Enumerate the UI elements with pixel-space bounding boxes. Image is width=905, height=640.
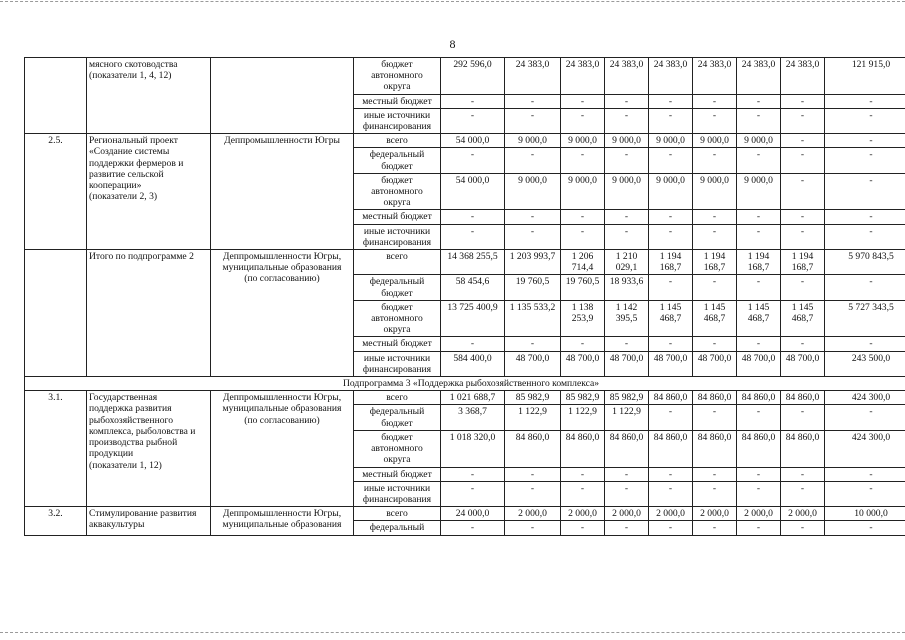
- amount-cell: -: [737, 108, 781, 133]
- funding-source: местный бюджет: [354, 94, 441, 108]
- amount-cell: -: [781, 337, 825, 351]
- amount-cell: -: [737, 275, 781, 300]
- funding-source: иные источники финансирования: [354, 108, 441, 133]
- amount-cell: 48 700,0: [505, 351, 561, 376]
- amount-cell: -: [825, 467, 905, 481]
- amount-cell: -: [693, 94, 737, 108]
- amount-cell: -: [561, 467, 605, 481]
- amount-cell: 24 383,0: [693, 58, 737, 95]
- funding-source: всего: [354, 507, 441, 521]
- amount-cell: -: [649, 521, 693, 535]
- amount-cell: 9 000,0: [693, 134, 737, 148]
- amount-cell: 292 596,0: [441, 58, 505, 95]
- amount-cell: -: [505, 521, 561, 535]
- amount-cell: 85 982,9: [505, 391, 561, 405]
- amount-cell: 1 142 395,5: [605, 300, 649, 337]
- amount-cell: 5 970 843,5: [825, 250, 905, 275]
- amount-cell: 1 145 468,7: [781, 300, 825, 337]
- amount-cell: -: [441, 108, 505, 133]
- amount-cell: 3 368,7: [441, 405, 505, 430]
- amount-cell: 2 000,0: [505, 507, 561, 521]
- amount-cell: -: [693, 148, 737, 173]
- program-name: мясного скотоводства (показатели 1, 4, 12): [87, 58, 211, 134]
- amount-cell: -: [693, 521, 737, 535]
- amount-cell: 1 018 320,0: [441, 430, 505, 467]
- funding-source: иные источники финансирования: [354, 481, 441, 506]
- amount-cell: 84 860,0: [649, 391, 693, 405]
- amount-cell: -: [605, 210, 649, 224]
- amount-cell: 1 203 993,7: [505, 250, 561, 275]
- amount-cell: 2 000,0: [781, 507, 825, 521]
- program-name: Стимулирование развития аквакультуры: [87, 507, 211, 535]
- amount-cell: -: [737, 467, 781, 481]
- table-row: [25, 391, 905, 405]
- program-name: Итого по подпрограмме 2: [87, 250, 211, 377]
- amount-cell: -: [561, 94, 605, 108]
- amount-cell: 48 700,0: [605, 351, 649, 376]
- amount-cell: 19 760,5: [561, 275, 605, 300]
- amount-cell: 14 368 255,5: [441, 250, 505, 275]
- amount-cell: 9 000,0: [561, 173, 605, 210]
- amount-cell: -: [825, 173, 905, 210]
- amount-cell: 48 700,0: [781, 351, 825, 376]
- section-row: [25, 377, 905, 391]
- amount-cell: -: [737, 148, 781, 173]
- amount-cell: -: [605, 224, 649, 249]
- amount-cell: -: [649, 337, 693, 351]
- amount-cell: 584 400,0: [441, 351, 505, 376]
- amount-cell: 1 135 533,2: [505, 300, 561, 337]
- amount-cell: -: [649, 481, 693, 506]
- amount-cell: 58 454,6: [441, 275, 505, 300]
- amount-cell: -: [561, 337, 605, 351]
- amount-cell: -: [441, 481, 505, 506]
- amount-cell: 84 860,0: [561, 430, 605, 467]
- amount-cell: 19 760,5: [505, 275, 561, 300]
- funding-source: местный бюджет: [354, 337, 441, 351]
- amount-cell: -: [505, 224, 561, 249]
- amount-cell: 9 000,0: [505, 173, 561, 210]
- amount-cell: 1 210 029,1: [605, 250, 649, 275]
- amount-cell: 9 000,0: [605, 134, 649, 148]
- amount-cell: 84 860,0: [693, 430, 737, 467]
- amount-cell: -: [561, 210, 605, 224]
- amount-cell: -: [693, 405, 737, 430]
- amount-cell: -: [781, 467, 825, 481]
- amount-cell: -: [649, 275, 693, 300]
- amount-cell: 1 194 168,7: [781, 250, 825, 275]
- amount-cell: -: [825, 210, 905, 224]
- amount-cell: 243 500,0: [825, 351, 905, 376]
- amount-cell: -: [505, 108, 561, 133]
- amount-cell: -: [441, 521, 505, 535]
- amount-cell: 24 383,0: [781, 58, 825, 95]
- amount-cell: 13 725 400,9: [441, 300, 505, 337]
- amount-cell: -: [649, 210, 693, 224]
- scan-edge-top: [0, 1, 905, 2]
- amount-cell: -: [825, 148, 905, 173]
- amount-cell: 24 383,0: [737, 58, 781, 95]
- amount-cell: 54 000,0: [441, 173, 505, 210]
- amount-cell: 9 000,0: [561, 134, 605, 148]
- funding-source: всего: [354, 134, 441, 148]
- scan-edge-bottom: [0, 632, 905, 633]
- table-row: [25, 58, 905, 95]
- amount-cell: -: [737, 481, 781, 506]
- funding-source: всего: [354, 391, 441, 405]
- amount-cell: 1 206 714,4: [561, 250, 605, 275]
- amount-cell: 2 000,0: [561, 507, 605, 521]
- amount-cell: -: [781, 210, 825, 224]
- amount-cell: 85 982,9: [605, 391, 649, 405]
- program-name: Региональный проект «Создание системы поддержки фермеров и развитие сельской кооперации» (показатели 2, 3): [87, 134, 211, 250]
- amount-cell: 48 700,0: [737, 351, 781, 376]
- amount-cell: 10 000,0: [825, 507, 905, 521]
- amount-cell: 24 383,0: [649, 58, 693, 95]
- amount-cell: 2 000,0: [605, 507, 649, 521]
- amount-cell: 48 700,0: [693, 351, 737, 376]
- funding-source: местный бюджет: [354, 210, 441, 224]
- amount-cell: 1 145 468,7: [649, 300, 693, 337]
- amount-cell: -: [825, 108, 905, 133]
- amount-cell: -: [693, 108, 737, 133]
- amount-cell: -: [441, 467, 505, 481]
- amount-cell: 5 727 343,5: [825, 300, 905, 337]
- amount-cell: 1 122,9: [605, 405, 649, 430]
- amount-cell: -: [605, 148, 649, 173]
- amount-cell: -: [441, 337, 505, 351]
- amount-cell: 1 122,9: [561, 405, 605, 430]
- amount-cell: -: [737, 521, 781, 535]
- table-row: [25, 134, 905, 148]
- amount-cell: -: [825, 94, 905, 108]
- amount-cell: 54 000,0: [441, 134, 505, 148]
- amount-cell: -: [441, 94, 505, 108]
- amount-cell: -: [605, 108, 649, 133]
- amount-cell: 2 000,0: [693, 507, 737, 521]
- funding-source: федеральный бюджет: [354, 148, 441, 173]
- row-number: 2.5.: [25, 134, 87, 250]
- row-number: 3.2.: [25, 507, 87, 535]
- amount-cell: -: [441, 224, 505, 249]
- amount-cell: -: [441, 148, 505, 173]
- amount-cell: 9 000,0: [737, 173, 781, 210]
- amount-cell: -: [737, 224, 781, 249]
- responsible-executor: Деппромышленности Югры, муниципальные образования: [211, 507, 354, 535]
- amount-cell: -: [693, 337, 737, 351]
- amount-cell: -: [693, 224, 737, 249]
- amount-cell: -: [561, 108, 605, 133]
- amount-cell: 84 860,0: [693, 391, 737, 405]
- responsible-executor: Деппромышленности Югры: [211, 134, 354, 250]
- amount-cell: -: [693, 467, 737, 481]
- funding-source: федеральный бюджет: [354, 275, 441, 300]
- funding-source: бюджет автономного округа: [354, 430, 441, 467]
- amount-cell: 9 000,0: [505, 134, 561, 148]
- amount-cell: -: [649, 148, 693, 173]
- amount-cell: -: [649, 405, 693, 430]
- section-title: Подпрограмма 3 «Поддержка рыбохозяйственного комплекса»: [25, 377, 905, 391]
- amount-cell: 85 982,9: [561, 391, 605, 405]
- amount-cell: -: [561, 148, 605, 173]
- amount-cell: -: [505, 210, 561, 224]
- funding-source: иные источники финансирования: [354, 351, 441, 376]
- amount-cell: -: [781, 275, 825, 300]
- amount-cell: -: [505, 467, 561, 481]
- amount-cell: -: [737, 94, 781, 108]
- amount-cell: -: [781, 108, 825, 133]
- row-number: [25, 250, 87, 377]
- amount-cell: -: [605, 337, 649, 351]
- amount-cell: -: [505, 337, 561, 351]
- amount-cell: -: [781, 481, 825, 506]
- amount-cell: -: [781, 94, 825, 108]
- amount-cell: 24 383,0: [605, 58, 649, 95]
- amount-cell: 1 145 468,7: [737, 300, 781, 337]
- amount-cell: 2 000,0: [737, 507, 781, 521]
- amount-cell: 424 300,0: [825, 391, 905, 405]
- amount-cell: -: [561, 521, 605, 535]
- amount-cell: 84 860,0: [781, 430, 825, 467]
- amount-cell: -: [825, 337, 905, 351]
- amount-cell: -: [649, 467, 693, 481]
- amount-cell: -: [737, 337, 781, 351]
- row-number: [25, 58, 87, 134]
- amount-cell: 424 300,0: [825, 430, 905, 467]
- table-row: [25, 507, 905, 521]
- amount-cell: 84 860,0: [737, 391, 781, 405]
- responsible-executor: Деппромышленности Югры, муниципальные образования (по согласованию): [211, 391, 354, 507]
- amount-cell: -: [825, 481, 905, 506]
- funding-source: бюджет автономного округа: [354, 58, 441, 95]
- table-row: [25, 250, 905, 275]
- amount-cell: 1 122,9: [505, 405, 561, 430]
- amount-cell: -: [505, 94, 561, 108]
- program-name: Государственная поддержка развития рыбохозяйственного комплекса, рыболовства и производства рыбной продукции (показатели 1, 12): [87, 391, 211, 507]
- amount-cell: 24 000,0: [441, 507, 505, 521]
- amount-cell: -: [649, 224, 693, 249]
- amount-cell: -: [605, 467, 649, 481]
- amount-cell: 24 383,0: [505, 58, 561, 95]
- funding-source: бюджет автономного округа: [354, 300, 441, 337]
- amount-cell: -: [781, 224, 825, 249]
- responsible-executor: [211, 58, 354, 134]
- amount-cell: 24 383,0: [561, 58, 605, 95]
- funding-source: бюджет автономного округа: [354, 173, 441, 210]
- amount-cell: 48 700,0: [561, 351, 605, 376]
- amount-cell: 84 860,0: [737, 430, 781, 467]
- amount-cell: 9 000,0: [693, 173, 737, 210]
- amount-cell: -: [825, 134, 905, 148]
- amount-cell: 48 700,0: [649, 351, 693, 376]
- amount-cell: -: [505, 481, 561, 506]
- amount-cell: 84 860,0: [649, 430, 693, 467]
- amount-cell: -: [561, 481, 605, 506]
- amount-cell: 9 000,0: [605, 173, 649, 210]
- amount-cell: 84 860,0: [505, 430, 561, 467]
- amount-cell: 1 145 468,7: [693, 300, 737, 337]
- funding-source: местный бюджет: [354, 467, 441, 481]
- funding-source: всего: [354, 250, 441, 275]
- amount-cell: -: [737, 405, 781, 430]
- amount-cell: 84 860,0: [605, 430, 649, 467]
- amount-cell: 1 194 168,7: [693, 250, 737, 275]
- amount-cell: -: [781, 134, 825, 148]
- amount-cell: 121 915,0: [825, 58, 905, 95]
- amount-cell: -: [737, 210, 781, 224]
- amount-cell: -: [649, 94, 693, 108]
- amount-cell: -: [693, 275, 737, 300]
- amount-cell: -: [441, 210, 505, 224]
- amount-cell: -: [693, 481, 737, 506]
- amount-cell: -: [825, 405, 905, 430]
- amount-cell: -: [781, 173, 825, 210]
- amount-cell: -: [693, 210, 737, 224]
- amount-cell: -: [781, 405, 825, 430]
- amount-cell: 9 000,0: [649, 134, 693, 148]
- amount-cell: -: [605, 481, 649, 506]
- amount-cell: -: [605, 521, 649, 535]
- page-number: 8: [449, 37, 456, 51]
- funding-source: федеральный бюджет: [354, 405, 441, 430]
- amount-cell: 9 000,0: [649, 173, 693, 210]
- amount-cell: -: [825, 521, 905, 535]
- amount-cell: 1 194 168,7: [737, 250, 781, 275]
- row-number: 3.1.: [25, 391, 87, 507]
- amount-cell: -: [649, 108, 693, 133]
- amount-cell: 9 000,0: [737, 134, 781, 148]
- funding-source: иные источники финансирования: [354, 224, 441, 249]
- amount-cell: 1 194 168,7: [649, 250, 693, 275]
- amount-cell: -: [781, 521, 825, 535]
- amount-cell: -: [825, 275, 905, 300]
- budget-table: [24, 57, 905, 536]
- amount-cell: 84 860,0: [781, 391, 825, 405]
- amount-cell: -: [505, 148, 561, 173]
- responsible-executor: Деппромышленности Югры, муниципальные образования (по согласованию): [211, 250, 354, 377]
- amount-cell: -: [825, 224, 905, 249]
- amount-cell: 2 000,0: [649, 507, 693, 521]
- amount-cell: -: [605, 94, 649, 108]
- amount-cell: -: [781, 148, 825, 173]
- funding-source: федеральный: [354, 521, 441, 535]
- amount-cell: 18 933,6: [605, 275, 649, 300]
- amount-cell: 1 138 253,9: [561, 300, 605, 337]
- amount-cell: 1 021 688,7: [441, 391, 505, 405]
- amount-cell: -: [561, 224, 605, 249]
